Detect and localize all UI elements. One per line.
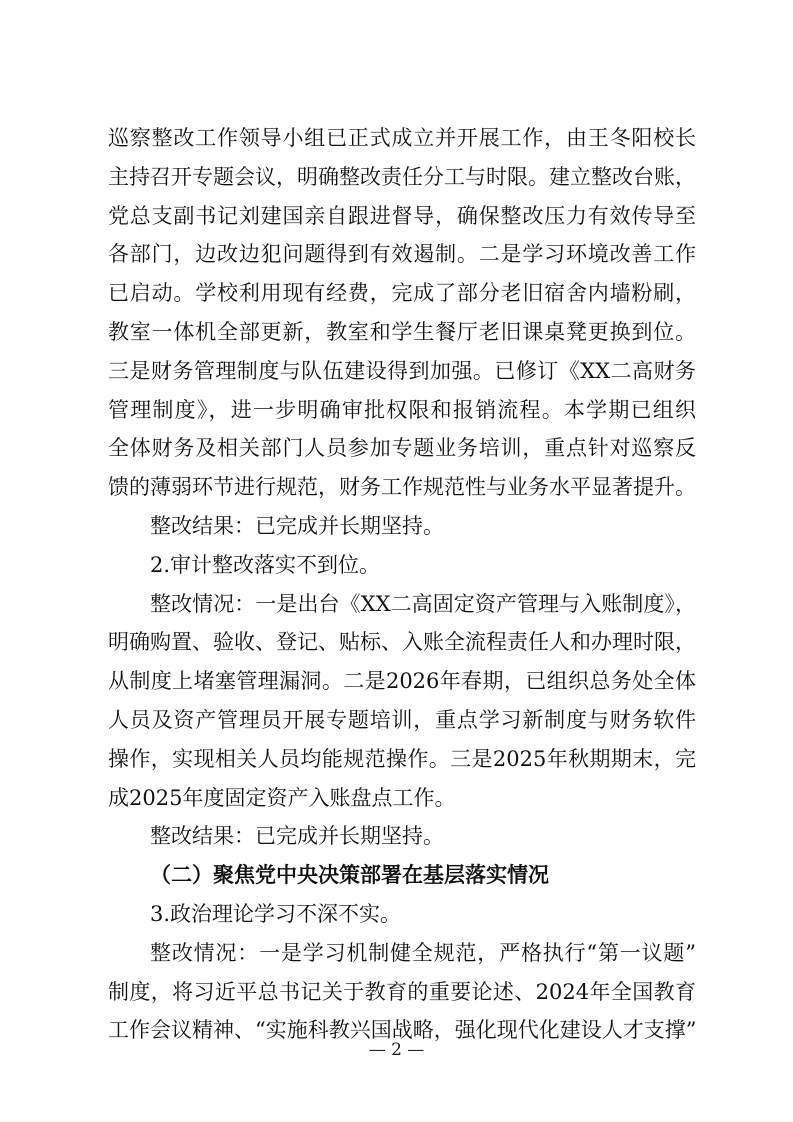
text-line: 明确购置、验收、登记、贴标、入账全流程责任人和办理时限，: [108, 630, 696, 655]
text-line: 已启动。学校利用现有经费，完成了部分老旧宿舍内墙粉刷，: [108, 281, 696, 306]
section-heading: （二）聚焦党中央决策部署在基层落实情况: [150, 862, 549, 888]
item-heading: 2.审计整改落实不到位。: [150, 552, 381, 577]
text-line: 成2025年度固定资产入账盘点工作。: [108, 785, 456, 810]
text-line: 全体财务及相关部门人员参加专题业务培训，重点针对巡察反: [108, 436, 696, 461]
text-line: 制度，将习近平总书记关于教育的重要论述、2024年全国教育: [108, 979, 696, 1004]
text-line: 巡察整改工作领导小组已正式成立并开展工作，由王冬阳校长: [108, 126, 696, 150]
text-line: 党总支副书记刘建国亲自跟进督导，确保整改压力有效传导至: [108, 203, 696, 228]
item-heading: 3.政治理论学习不深不实。: [150, 901, 402, 926]
document-body: [108, 119, 696, 1050]
text-line: 管理制度》，进一步明确审批权限和报销流程。本学期已组织: [108, 397, 696, 422]
text-line: 从制度上堵塞管理漏洞。二是2026年春期，已组织总务处全体: [108, 669, 696, 694]
text-line: 教室一体机全部更新，教室和学生餐厅老旧课桌凳更换到位。: [108, 319, 696, 344]
rectification-result: 整改结果：已完成并长期坚持。: [150, 513, 444, 538]
text-line: 三是财务管理制度与队伍建设得到加强。已修订《XX二高财务: [108, 358, 696, 383]
text-line: 操作，实现相关人员均能规范操作。三是2025年秋期期末，完: [108, 746, 696, 771]
text-line: 工作会议精神、“实施科教兴国战略，强化现代化建设人才支撑”: [108, 1018, 696, 1043]
text-line: 人员及资产管理员开展专题培训，重点学习新制度与财务软件: [108, 707, 696, 732]
rectification-result: 整改结果：已完成并长期坚持。: [150, 824, 444, 849]
text-line: 主持召开专题会议，明确整改责任分工与时限。建立整改台账，: [108, 164, 696, 189]
text-line: 整改情况：一是出台《XX二高固定资产管理与入账制度》，: [150, 591, 696, 616]
text-line: 馈的薄弱环节进行规范，财务工作规范性与业务水平显著提升。: [108, 475, 696, 500]
text-line: 各部门，边改边犯问题得到有效遏制。二是学习环境改善工作: [108, 242, 696, 267]
page-number: — 2 —: [368, 1040, 425, 1060]
text-line: 整改情况：一是学习机制健全规范，严格执行“第一议题”: [150, 940, 696, 965]
